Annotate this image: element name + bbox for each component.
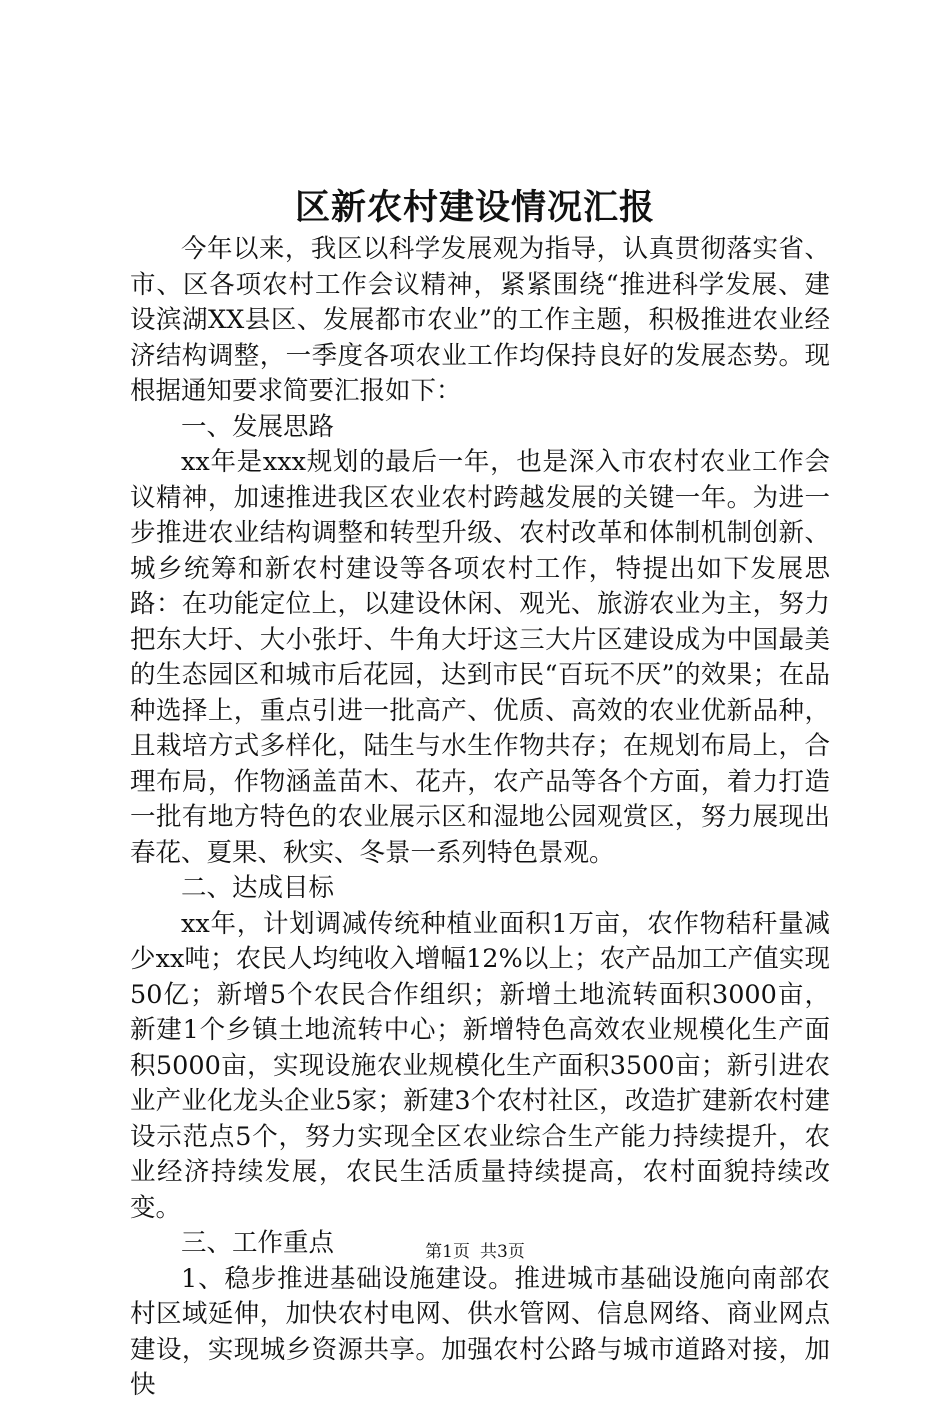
page-number: 第1页 [425,1242,470,1262]
section-heading-2: 二、达成目标 [181,873,335,903]
paragraph-work-focus-1: 1、稳步推进基础设施建设。推进城市基础设施向南部农村区域延伸，加快农村电网、供水管网、信息网络、商业网点建设，实现城乡资源共享。加强农村公路与城市道路对接，加快 [130,1263,830,1400]
page-total: 共3页 [480,1242,525,1262]
section-heading-1: 一、发展思路 [181,411,335,442]
document-body [130,232,830,1404]
paragraph-development-ideas: xx年是xxx规划的最后一年，也是深入市农村农业工作会议精神，加速推进我区农业农村跨越发展的关键一年。为进一步推进农业结构调整和转型升级、农村改革和体制机制创新、城乡统筹和新农村建设等各项农村工作，特提出如下发展思路：在功能定位上，以建设休闲、观光、旅游农业为主，努力把东大圩、大小张圩、牛角大圩这三大片区建设成为中国最美的生态园区和城市后花园，达到市民“百玩不厌”的效果；在品种选择上，重点引进一批高产、优质、高效的农业优新品种，且栽培方式多样化，陆生与水生作物共存；在规划布局上，合理布局，作物涵盖苗木、花卉，农产品等各个方面，着力打造一批有地方特色的农业展示区和湿地公园观赏区，努力展现出春花、夏果、秋实、冬景一系列特色景观。 [130,447,830,868]
paragraph-targets: xx年，计划调减传统种植业面积1万亩，农作物秸秆量减少xx吨；农民人均纯收入增幅12%以上；农产品加工产值实现50亿；新增5个农民合作组织；新增土地流转面积3000亩，新建1个乡镇土地流转中心；新增特色高效农业规模化生产面积5000亩，实现设施农业规模化生产面积3500亩；新引进农业产业化龙头企业5家；新建3个农村社区，改造扩建新农村建设示范点5个，努力实现全区农业综合生产能力持续提升，农业经济持续发展，农民生活质量持续提高，农村面貌持续改变。 [130,908,830,1223]
document-title: 区新农村建设情况汇报 [294,187,655,228]
section-heading-3: 三、工作重点 [181,1228,335,1258]
page-footer [0,1240,950,1264]
paragraph-intro: 今年以来，我区以科学发展观为指导，认真贯彻落实省、市、区各项农村工作会议精神，紧紧围绕“推进科学发展、建设滨湖XX县区、发展都市农业”的工作主题，积极推进农业经济结构调整，一季度各项农业工作均保持良好的发展态势。现根据通知要求简要汇报如下： [130,234,830,406]
